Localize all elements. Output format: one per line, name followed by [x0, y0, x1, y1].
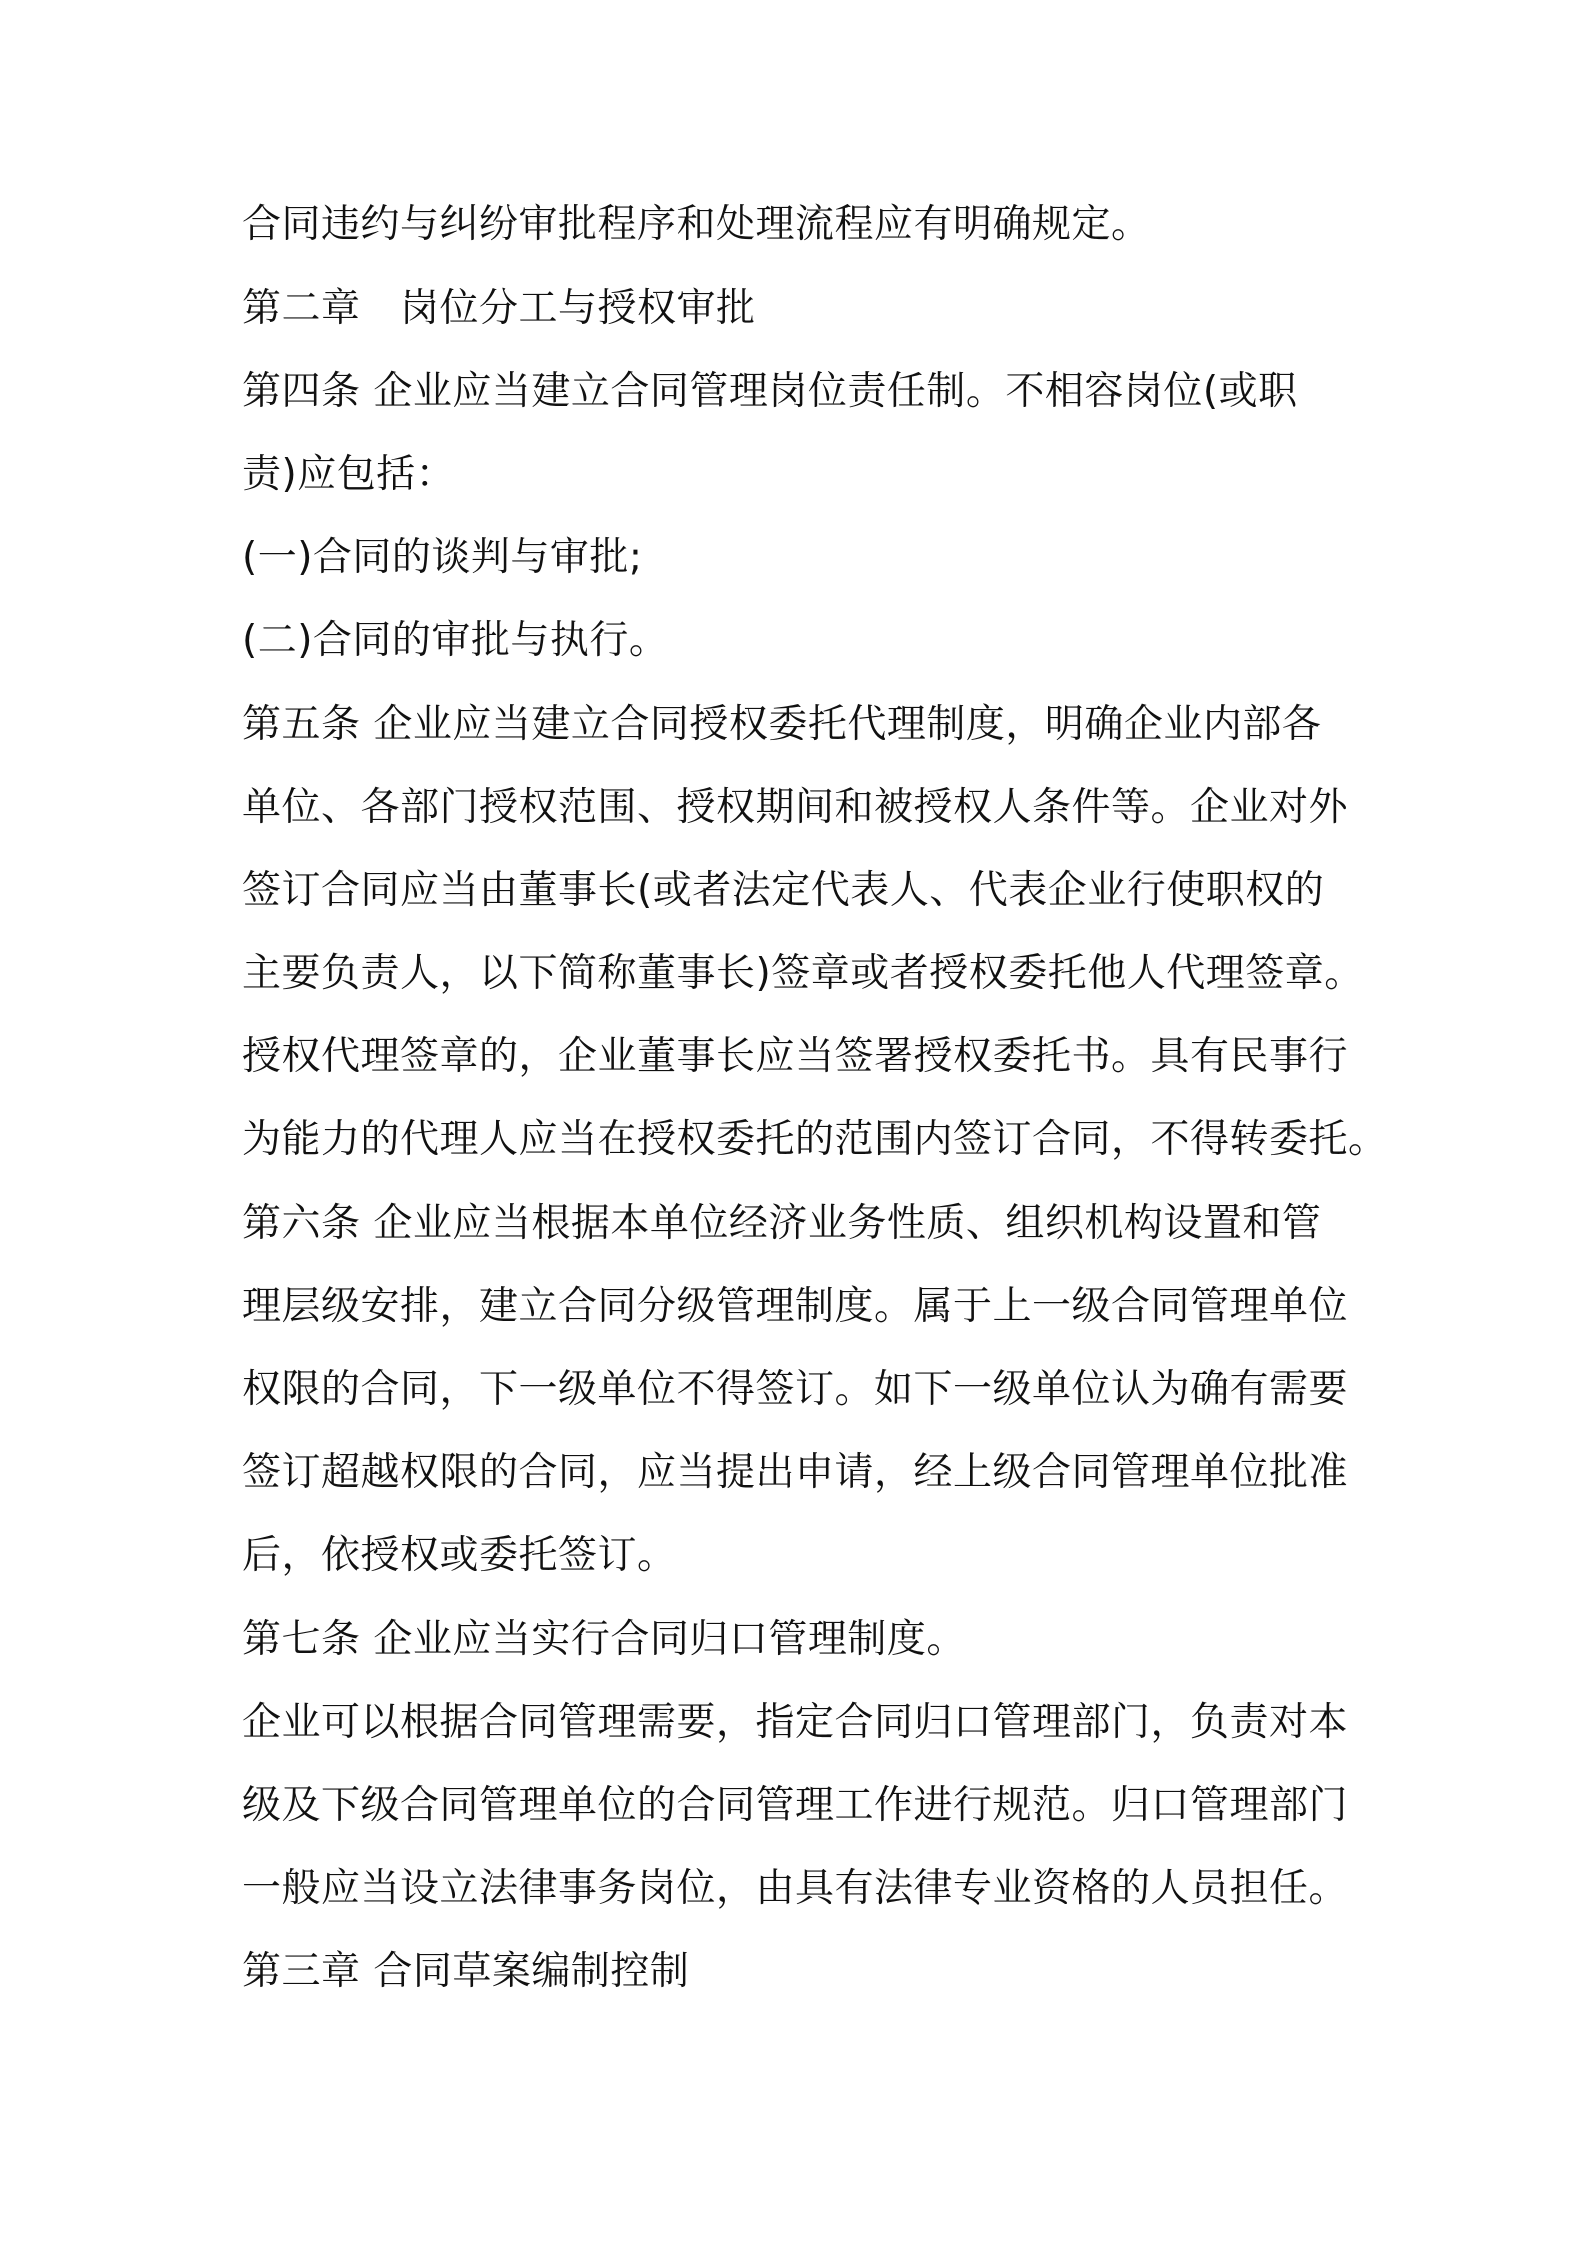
article-7-line-3: 级及下级合同管理单位的合同管理工作进行规范。归口管理部门: [242, 1783, 1349, 1828]
list-item-2: (二)合同的审批与执行。: [242, 618, 669, 663]
article-6-line-1: 第六条 企业应当根据本单位经济业务性质、组织机构设置和管: [242, 1201, 1322, 1246]
article-6-line-2: 理层级安排，建立合同分级管理制度。属于上一级合同管理单位: [242, 1284, 1349, 1329]
article-5-line-6: 为能力的代理人应当在授权委托的范围内签订合同，不得转委托。: [242, 1117, 1388, 1162]
article-6-line-5: 后，依授权或委托签订。: [242, 1533, 677, 1578]
article-5-line-4: 主要负责人，以下简称董事长)签章或者授权委托他人代理签章。: [242, 951, 1364, 996]
article-7-line-4: 一般应当设立法律事务岗位，由具有法律专业资格的人员担任。: [242, 1866, 1349, 1911]
article-4-line-2: 责)应包括：: [242, 452, 456, 497]
article-5-line-2: 单位、各部门授权范围、授权期间和被授权人条件等。企业对外: [242, 785, 1349, 830]
article-6-line-4: 签订超越权限的合同，应当提出申请，经上级合同管理单位批准: [242, 1450, 1349, 1495]
article-7-line-1: 第七条 企业应当实行合同归口管理制度。: [242, 1617, 966, 1662]
article-5-line-1: 第五条 企业应当建立合同授权委托代理制度，明确企业内部各: [242, 702, 1322, 747]
article-6-line-3: 权限的合同，下一级单位不得签订。如下一级单位认为确有需要: [242, 1367, 1349, 1412]
article-7-line-2: 企业可以根据合同管理需要，指定合同归口管理部门，负责对本: [242, 1700, 1349, 1745]
article-5-line-3: 签订合同应当由董事长(或者法定代表人、代表企业行使职权的: [242, 868, 1325, 913]
chapter-heading-3: 第三章 合同草案编制控制: [242, 1949, 690, 1994]
list-item-1: (一)合同的谈判与审批;: [242, 535, 643, 580]
text-line-1: 合同违约与纠纷审批程序和处理流程应有明确规定。: [242, 202, 1151, 247]
chapter-heading-2: 第二章 岗位分工与授权审批: [242, 286, 756, 331]
article-5-line-5: 授权代理签章的，企业董事长应当签署授权委托书。具有民事行: [242, 1034, 1349, 1079]
article-4-line-1: 第四条 企业应当建立合同管理岗位责任制。不相容岗位(或职: [242, 369, 1298, 414]
